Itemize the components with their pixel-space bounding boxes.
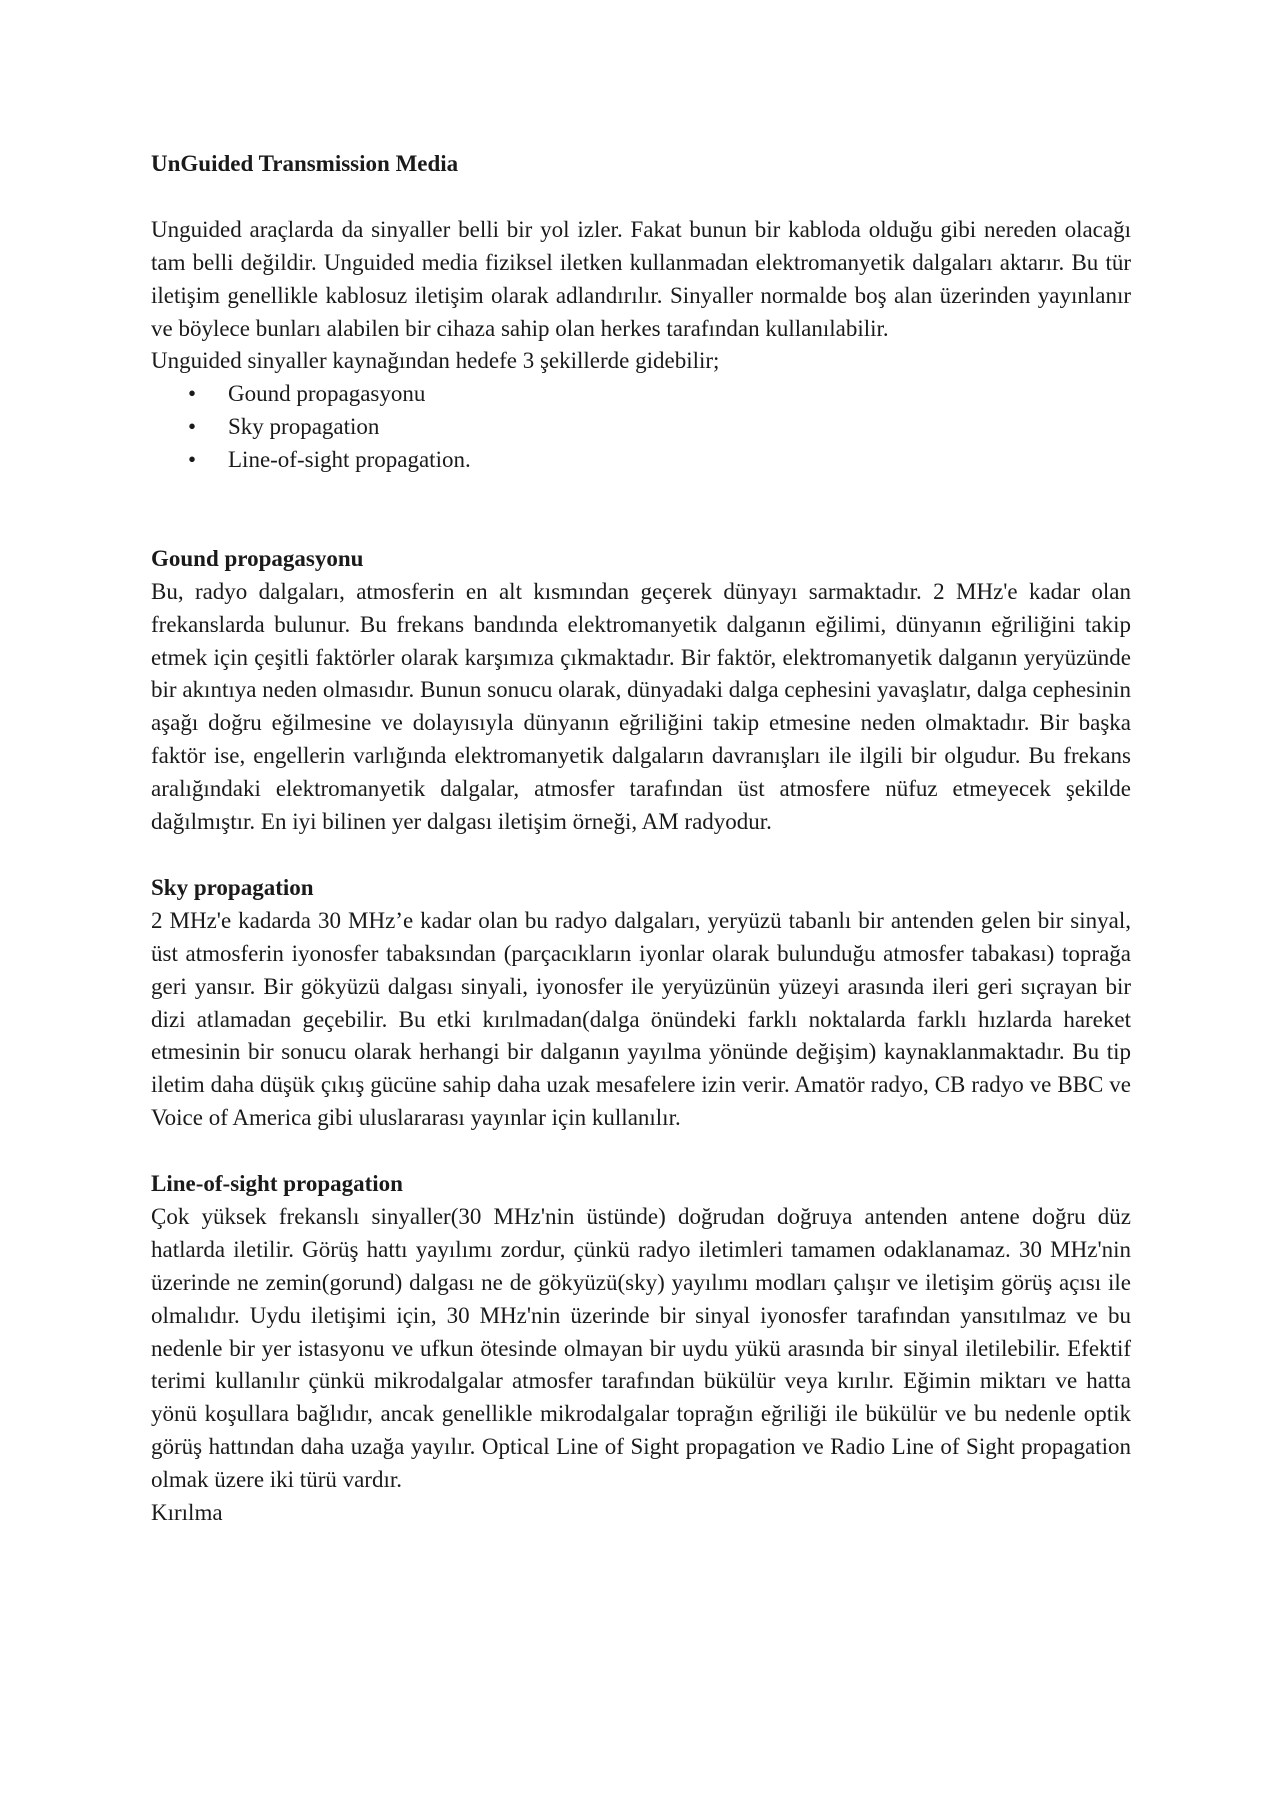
- trailing-text: Kırılma: [151, 1500, 223, 1526]
- document-title: UnGuided Transmission Media: [151, 151, 459, 176]
- spacer: [151, 839, 1131, 872]
- spacer: [151, 477, 1131, 543]
- section-heading-sky: Sky propagation: [151, 874, 314, 900]
- bullet-icon: •: [188, 381, 197, 407]
- list-item-text: Sky propagation: [228, 414, 380, 440]
- document-page: [151, 148, 1131, 1530]
- section-heading-los: Line-of-sight propagation: [151, 1171, 403, 1197]
- propagation-list: [151, 378, 1131, 477]
- section-paragraph-los: Çok yüksek frekanslı sinyaller(30 MHz'nin üstünde) doğrudan doğruya antenden antene doğru düz hatlarda iletilir. Görüş hattı yayılımı zordur, çünkü radyo iletimleri tamamen odaklanamaz. 30 MHz'nin üzerinde ne zemin(gorund) dalgası ne de gökyüzü(sky) yayılımı modları çalışır ve iletişim görüş açısı ile olmalıdır. Uydu iletişimi için, 30 MHz'nin üzerinde bir sinyal iyonosfer tarafından yansıtılmaz ve bu nedenle bir yer istasyonu ve ufkun ötesinde olmayan bir uydu yükü arasında bir sinyal iletilebilir. Efektif terimi kullanılır çünkü mikrodalgalar atmosfer tarafından bükülür veya kırılır. Eğimin miktarı ve hatta yönü koşullara bağlıdır, ancak genellikle mikrodalgalar toprağın eğriliği ile bükülür ve bu nedenle optik görüş hattından daha uzağa yayılır. Optical Line of Sight propagation ve Radio Line of Sight propagation olmak üzere iki türü vardır.: [151, 1203, 1131, 1493]
- list-item-text: Gound propagasyonu: [228, 381, 426, 407]
- spacer: [151, 1135, 1131, 1168]
- section-paragraph-sky: 2 MHz'e kadarda 30 MHz’e kadar olan bu radyo dalgaları, yeryüzü tabanlı bir antenden gelen bir sinyal, üst atmosferin iyonosfer tabaksından (parçacıkların iyonlar olarak bulunduğu atmosfer tabakası) toprağa geri yansır. Bir gökyüzü dalgası sinyali, iyonosfer ile yeryüzünün yüzeyi arasında ileri geri sıçrayan bir dizi atlamadan geçebilir. Bu etki kırılmadan(dalga önündeki farklı noktalarda farklı hızlarda hareket etmesinin bir sonucu olarak herhangi bir dalganın yayılma yönünde değişim) kaynaklanmaktadır. Bu tip iletim daha düşük çıkış gücüne sahip daha uzak mesafelere izin verir. Amatör radyo, CB radyo ve BBC ve Voice of America gibi uluslararası yayınlar için kullanılır.: [151, 907, 1131, 1131]
- list-item-text: Line-of-sight propagation.: [228, 447, 471, 473]
- list-item: [151, 378, 1131, 411]
- section-paragraph-ground: Bu, radyo dalgaları, atmosferin en alt kısmından geçerek dünyayı sarmaktadır. 2 MHz'e kadar olan frekanslarda bulunur. Bu frekans bandında elektromanyetik dalganın eğilimi, dünyanın eğriliğini takip etmek için çeşitli faktörler olarak karşımıza çıkmaktadır. Bir faktör, elektromanyetik dalganın yeryüzünde bir akıntıya neden olmasıdır. Bunun sonucu olarak, dünyadaki dalga cephesini yavaşlatır, dalga cephesinin aşağı doğru eğilmesine ve dolayısıyla dünyanın eğriliğini takip etmesine neden olmaktadır. Bir başka faktör ise, engellerin varlığında elektromanyetik dalgaların davranışları ile ilgili bir olgudur. Bu frekans aralığındaki elektromanyetik dalgalar, atmosfer tarafından üst atmosfere nüfuz etmeyecek şekilde dağılmıştır. En iyi bilinen yer dalgası iletişim örneği, AM radyodur.: [151, 578, 1131, 835]
- intro-lead: Unguided sinyaller kaynağından hedefe 3 şekillerde gidebilir;: [151, 348, 720, 374]
- bullet-icon: •: [188, 447, 197, 473]
- list-item: [151, 411, 1131, 444]
- spacer: [151, 181, 1131, 214]
- bullet-icon: •: [188, 414, 197, 440]
- section-heading-ground: Gound propagasyonu: [151, 545, 364, 571]
- intro-paragraph: Unguided araçlarda da sinyaller belli bir yol izler. Fakat bunun bir kabloda olduğu gibi nereden olacağı tam belli değildir. Unguided media fiziksel iletken kullanmadan elektromanyetik dalgaları aktarır. Bu tür iletişim genellikle kablosuz iletişim olarak adlandırılır. Sinyaller normalde boş alan üzerinden yayınlanır ve böylece bunları alabilen bir cihaza sahip olan herkes tarafından kullanılabilir.: [151, 216, 1131, 341]
- list-item: [151, 444, 1131, 477]
